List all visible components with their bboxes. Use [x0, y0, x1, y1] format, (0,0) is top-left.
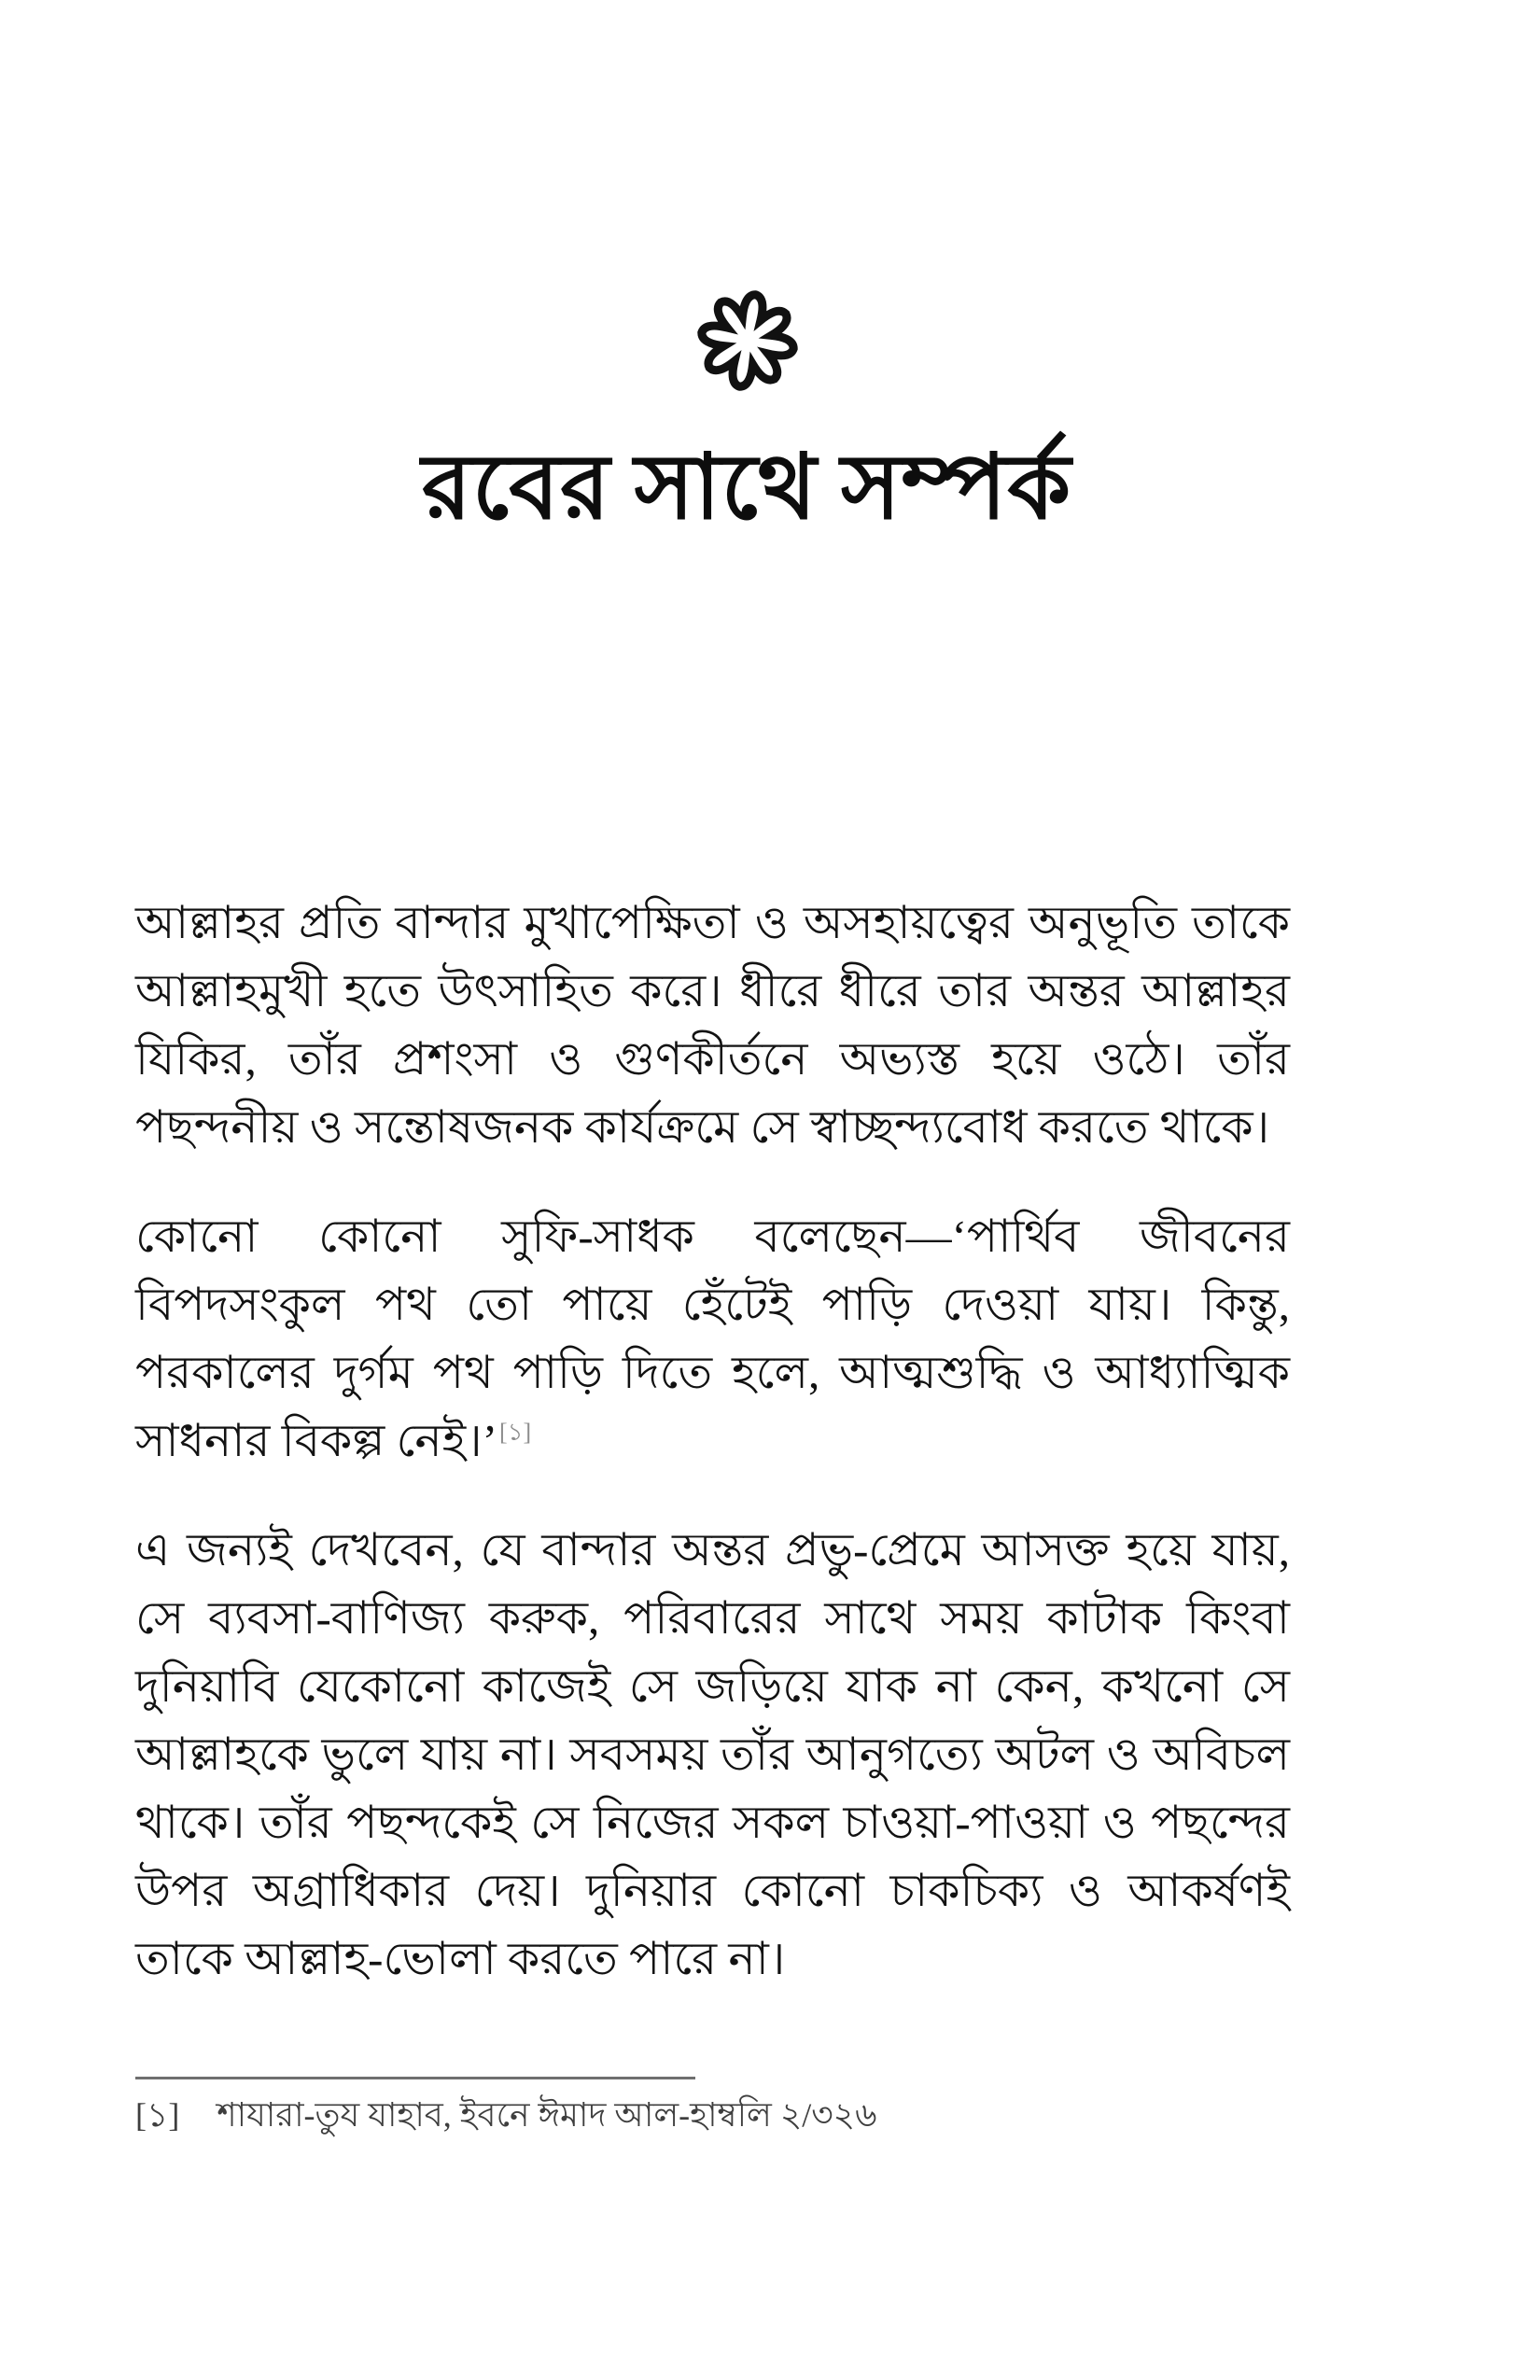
paragraph-2	[135, 1202, 1290, 1475]
footnote-reference: [১]	[498, 1418, 532, 1446]
chapter-title: রবের সাথে সম্পর্ক	[421, 438, 1072, 538]
paragraph-1: আল্লাহর প্রতি বান্দার মুখাপেক্ষিতা ও অসহায়ত্বের অনুভূতি তাকে আল্লাহমুখী হতে উৎসাহিত করে। ধীরে ধীরে তার অন্তর আল্লাহর যিকির, তাঁর প্রশংসা ও গুণকীর্তনে অভ্যস্ত হয়ে ওঠে। তাঁর পছন্দনীয় ও সন্তোষজনক কার্যক্রমে সে স্বাচ্ছন্দ্যবোধ করতে থাকে।	[135, 897, 1290, 1153]
footnote-divider	[135, 2077, 695, 2079]
eight-petal-flower-icon	[692, 283, 804, 399]
paragraph-2-text: কোনো কোনো সুফি-সাধক বলেছেন—‘পার্থিব জীবনের বিপদসংকুল পথ তো পায়ে হেঁটেই পাড়ি দেওয়া যায়। কিন্তু, পরকালের দুর্গম পথ পাড়ি দিতে হলে, আত্মশুদ্ধি ও আধ্যাত্মিক সাধনার বিকল্প নেই।’	[135, 1211, 1290, 1466]
footnote-area	[135, 2077, 1349, 2135]
footnote-text: শাযারা-তুয যাহাব, ইবনে ঈমাদ আল-হাম্বলি ২/৩২৬	[217, 2096, 877, 2134]
footnote-marker: [১]	[135, 2096, 180, 2134]
footnote-line	[135, 2095, 1349, 2135]
body-text	[135, 889, 1290, 1993]
paragraph-3: এ জন্যই দেখবেন, যে বান্দার অন্তর প্রভু-প্রেমে আসক্ত হয়ে যায়, সে ব্যবসা-বাণিজ্য করুক, পরিবারের সাথে সময় কাটাক কিংবা দুনিয়াবি যেকোনো কাজেই সে জড়িয়ে যাক না কেন, কখনো সে আল্লাহকে ভুলে যায় না। সবসময় তাঁর আনুগত্যে অটল ও অবিচল থাকে। তাঁর পছন্দকেই সে নিজের সকল চাওয়া-পাওয়া ও পছন্দের উপর অগ্রাধিকার দেয়। দুনিয়ার কোনো চাকচিক্য ও আকর্ষণই তাকে আল্লাহ-ভোলা করতে পারে না।	[135, 1524, 1290, 1984]
flower-ornament	[692, 283, 804, 399]
